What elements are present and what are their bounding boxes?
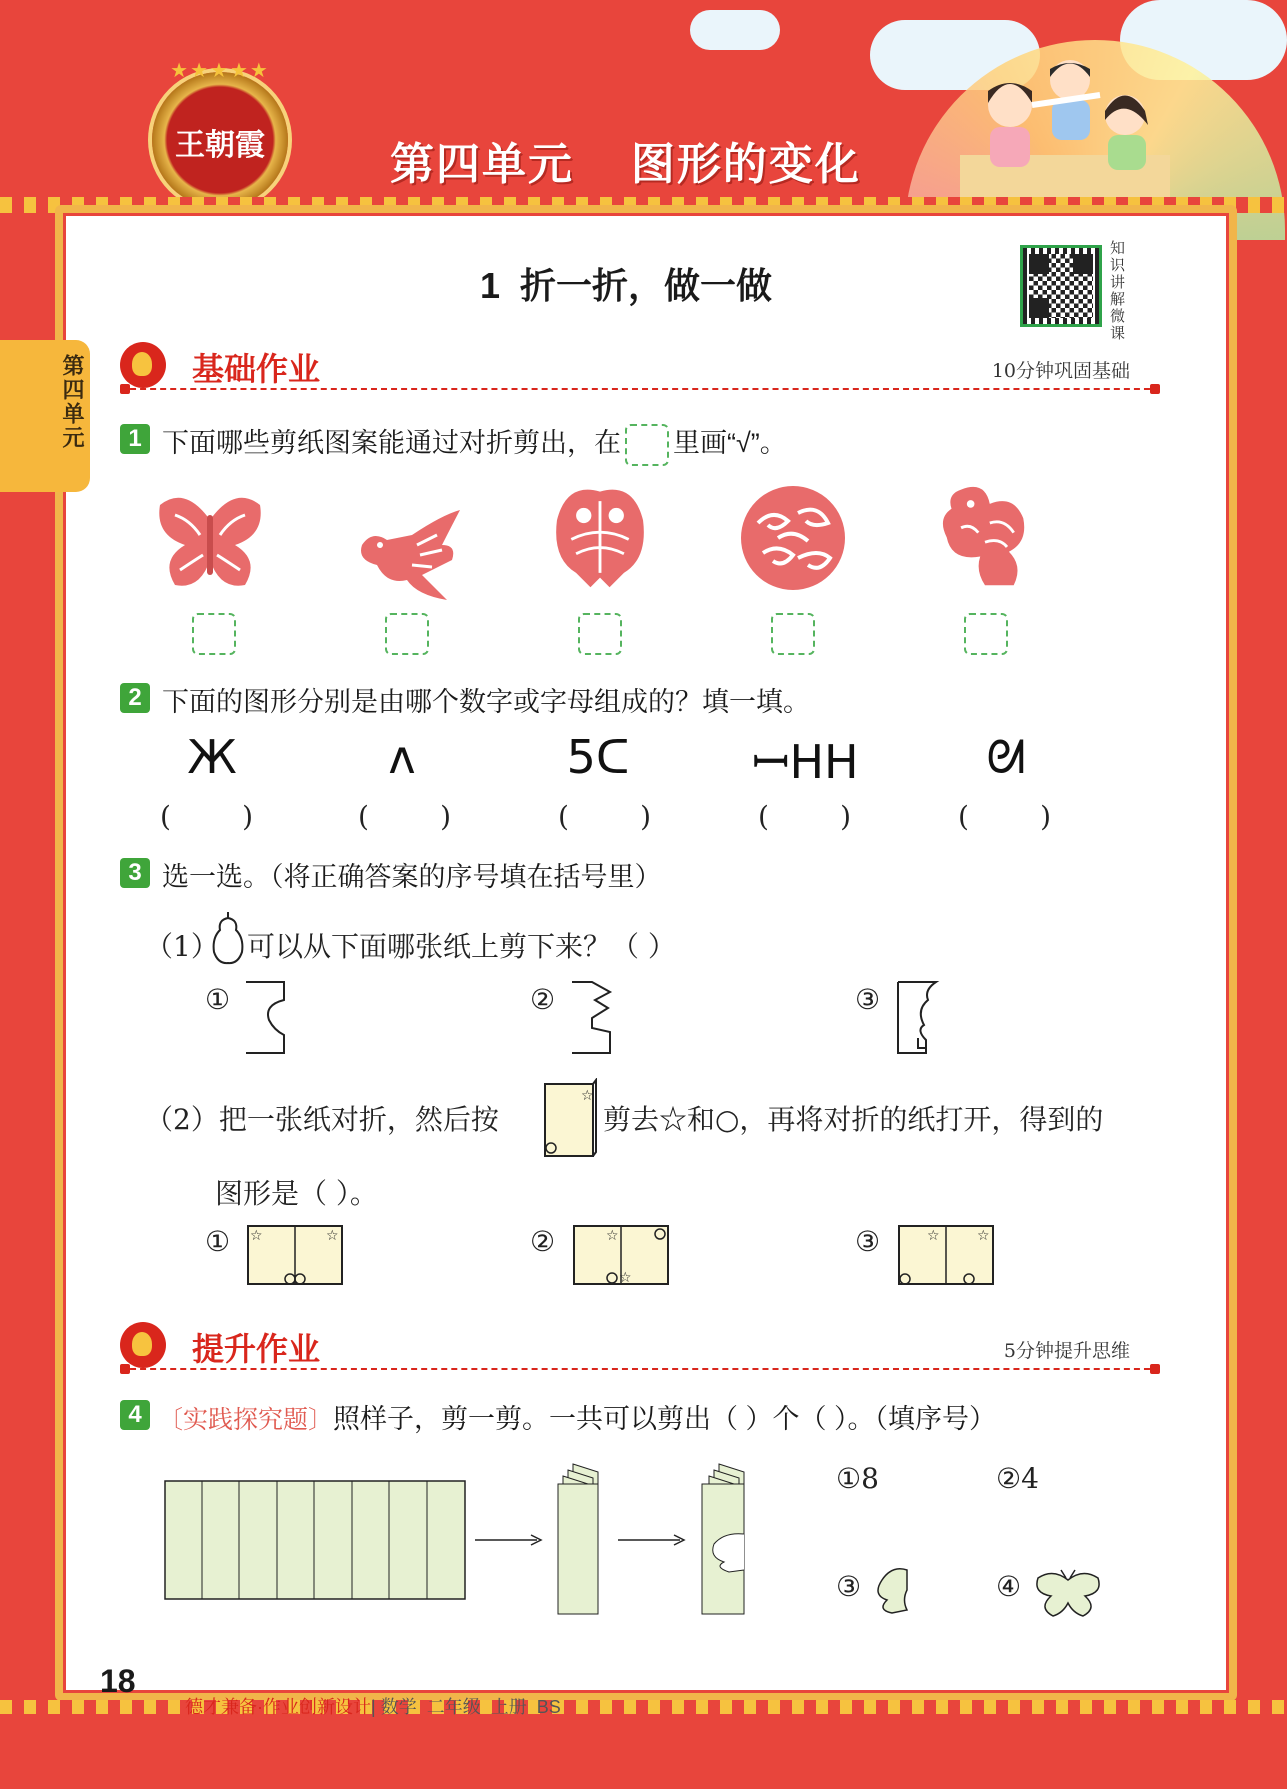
symmetric-glyph: ꟷHH xyxy=(752,735,859,789)
lantern-icon xyxy=(120,1322,166,1368)
folded-strip-cut-diagram xyxy=(694,1462,760,1617)
butterfly-papercut xyxy=(155,490,265,600)
folded-strip-diagram xyxy=(553,1462,613,1617)
q3-sub2-text-after: 剪去☆和○，再将对折的纸打开，得到的 xyxy=(603,1103,1104,1136)
q4-option-3[interactable]: ③ xyxy=(836,1570,862,1603)
logo-text: 王朝霞 xyxy=(175,128,265,163)
unfolded-paper-option[interactable] xyxy=(246,1224,344,1286)
option-label: ③ xyxy=(855,1225,881,1258)
question-number: 2 xyxy=(120,683,150,713)
footer-subject: | 数学 二年级 上册 BS xyxy=(371,1697,561,1717)
answer-checkbox[interactable] xyxy=(578,613,622,655)
qr-label: 知识讲解微课 xyxy=(1110,240,1126,342)
section-note: 5分钟提升思维 xyxy=(1003,1340,1130,1362)
arrow-icon xyxy=(475,1532,545,1548)
folded-paper-option[interactable] xyxy=(570,980,615,1055)
unfolded-paper-option[interactable] xyxy=(572,1224,670,1286)
footer-series xyxy=(175,1672,561,1719)
answer-blank[interactable]: ( ) xyxy=(758,800,852,833)
unit-title: 第四单元 图形的变化 xyxy=(390,140,861,189)
question-text: 选一选。（将正确答案的序号填在括号里） xyxy=(162,862,662,892)
answer-blank[interactable]: ( ) xyxy=(160,800,254,833)
question-text xyxy=(158,1397,996,1436)
footer-series-name: 德才兼备·作业创新设计 xyxy=(185,1697,372,1717)
option-label: ② xyxy=(530,1225,556,1258)
kids-illustration xyxy=(950,45,1180,205)
basic-section-header xyxy=(120,342,1160,392)
paper-strip-diagram xyxy=(164,1480,466,1600)
option-label: ① xyxy=(205,1225,231,1258)
bird-papercut xyxy=(352,500,462,610)
arrow-icon xyxy=(618,1532,688,1548)
svg-text:☆: ☆ xyxy=(927,1227,940,1243)
logo-stars: ★★★★★ xyxy=(170,60,270,82)
side-tab xyxy=(0,340,90,492)
option-label: ② xyxy=(530,983,556,1016)
q3-sub2-text-before: （2）把一张纸对折，然后按 xyxy=(145,1103,499,1136)
section-title: 基础作业 xyxy=(192,351,321,387)
question-number: 3 xyxy=(120,858,150,888)
svg-text:☆: ☆ xyxy=(581,1087,594,1103)
question-text: 下面的图形分别是由哪个数字或字母组成的？填一填。 xyxy=(162,687,810,717)
section-divider xyxy=(120,1368,1160,1370)
symmetric-glyph: Ж xyxy=(187,730,237,784)
section-note: 10分钟巩固基础 xyxy=(991,360,1130,382)
circle-cloud-papercut xyxy=(738,483,848,593)
answer-blank[interactable]: ( ) xyxy=(358,800,452,833)
q3-sub1-label: （1） xyxy=(145,930,219,963)
butterfly-icon xyxy=(1033,1568,1103,1618)
cloud-decoration xyxy=(690,10,780,50)
question-number: 4 xyxy=(120,1400,150,1430)
symmetric-glyph: 5ᑕ xyxy=(566,730,630,784)
answer-checkbox[interactable] xyxy=(771,613,815,655)
example-box xyxy=(625,424,669,466)
brand-logo xyxy=(152,72,288,208)
question-number: 1 xyxy=(120,424,150,454)
symmetric-glyph: ᴧ xyxy=(388,730,416,784)
q4-option-4[interactable]: ④ xyxy=(996,1570,1022,1603)
answer-checkbox[interactable] xyxy=(192,613,236,655)
svg-text:☆: ☆ xyxy=(606,1227,619,1243)
q4-option-1[interactable]: ①8 xyxy=(836,1462,879,1495)
advanced-section-header xyxy=(120,1322,1160,1372)
lesson-title: 1 折一折，做一做 xyxy=(480,265,773,306)
monkey-papercut xyxy=(930,480,1040,590)
answer-checkbox[interactable] xyxy=(385,613,429,655)
q3-sub2-line2: 图形是（ ）。 xyxy=(215,1177,378,1210)
page-number: 18 xyxy=(100,1663,136,1699)
folded-paper-stars-icon xyxy=(543,1078,598,1158)
svg-text:☆: ☆ xyxy=(326,1227,339,1243)
svg-text:☆: ☆ xyxy=(250,1227,263,1243)
unfolded-paper-option[interactable] xyxy=(897,1224,995,1286)
q1-text-after: 里画“√”。 xyxy=(673,428,787,458)
option-label: ③ xyxy=(855,983,881,1016)
q3-sub1-text: 可以从下面哪张纸上剪下来？（ ） xyxy=(247,930,676,963)
fish-papercut xyxy=(545,482,655,592)
svg-text:☆: ☆ xyxy=(977,1227,990,1243)
q1-text-before: 下面哪些剪纸图案能通过对折剪出，在 xyxy=(162,428,621,458)
svg-text:☆: ☆ xyxy=(619,1269,632,1285)
answer-checkbox[interactable] xyxy=(964,613,1008,655)
q4-option-2[interactable]: ②4 xyxy=(996,1462,1039,1495)
lantern-icon xyxy=(120,342,166,388)
question-text xyxy=(162,421,787,466)
qr-code-icon[interactable] xyxy=(1020,245,1102,327)
half-butterfly-icon xyxy=(872,1565,912,1615)
folded-paper-option[interactable] xyxy=(896,980,941,1055)
answer-blank[interactable]: ( ) xyxy=(558,800,652,833)
symmetric-glyph: ᘛ xyxy=(986,730,1026,784)
q4-text: 照样子，剪一剪。一共可以剪出（ ）个（ ）。（填序号） xyxy=(333,1404,997,1434)
section-divider xyxy=(120,388,1160,390)
answer-blank[interactable]: ( ) xyxy=(958,800,1052,833)
option-label: ① xyxy=(205,983,231,1016)
section-title: 提升作业 xyxy=(192,1331,321,1367)
gourd-shape-icon xyxy=(210,910,246,965)
q4-tag: 〔实践探究题〕 xyxy=(158,1405,334,1434)
folded-paper-option[interactable] xyxy=(244,980,289,1055)
side-tab-label: 第四单元 xyxy=(60,354,85,450)
